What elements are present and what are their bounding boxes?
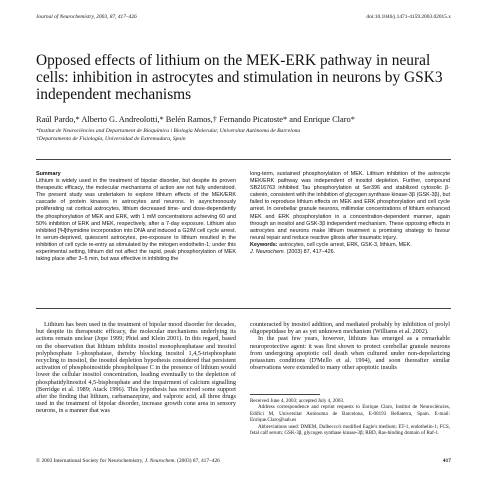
body-paragraph: Lithium has been used in the treatment of bipolar mood disorder for decades, but despite its therapeutic efficacy, the molecular mechanisms underlying its actions remain unclear (Jope 1999; Phiel and Klein 2001). In this regard, based on the observation that lithium inhibits inositol monophosphatase and inositol polyphosphate 1-phosphatase, thereby blocking inositol 1,4,5-trisphosphate recycling to inositol, the inositol depletion hypothesis considered that persistent activation of phosphoinositide phospholipase C in the presence of lithium would lower the cellular inositol concentration, leading eventually to the depletion of phosphatidylinositol 4,5-bisphosphate and the impairment of calcium signalling (Berridge et al. 1989; Atack 1996). This hypothesis has received some support after the finding that lithium, carbamazepine, and valproic acid, all three drugs used in the treatment of bipolar disorder, increase growth cone area in sensory neurons, in a manner that was [36,321,236,415]
doi-text: doi:10.1046/j.1471-4159.2003.02015.x [366,14,451,20]
abstract-column-right [250,171,450,256]
page-footer [36,458,451,468]
received-dates: Received June 4, 2003; accepted July 4, 2003. [250,398,345,404]
running-head [36,14,451,24]
article-title: Opposed effects of lithium on the MEK-ERK pathway in neural cells: inhibition in astrocytes and stimulation in neurons by GSK3 independent mechanisms [36,52,443,103]
abstract-text-left: Lithium is widely used in the treatment of bipolar disorder, but despite its proven therapeutic efficacy, the molecular mechanisms of action are not fully understood. The present study was undertaken to explore lithium effects of the MEK/ERK cascade of protein kinases in astrocytes and neurons. In asynchronously proliferating rat cortical astrocytes, lithium decreased time- and dose-dependently the phosphorylation of MEK and ERK, with 1 mM concentrations achieving 60 and 50% inhibition of ERK and MEK, respectively, after a 7-day exposure. Lithium also inhibited [³H]thymidine incorporation into DNA and induced a G2/M cell cycle arrest. In serum-deprived, quiescent astrocytes, pre-exposure to lithium resulted in the inhibition of cell cycle re-entry as stimulated by the mitogen endothelin-1; under this experimental setting, lithium did not affect the rapid, peak phosphorylation of MEK taking place after 3–5 min, but was effective in inhibiting the [36,178,236,263]
abstract-column-left [36,171,236,263]
copyright-prefix: © 2003 International Society for Neurochemistry, [36,458,144,464]
footnotes [250,394,450,436]
abstract-text-right: long-term, sustained phosphorylation of MEK. Lithium inhibition of the astrocyte MEK/ERK pathway was independent of inositol depletion. Further, compound SB216763 inhibited Tau phosphorylation at Ser396 and stabilized cytosolic β-catenin, consistent with the inhibition of glycogen synthase kinase-3β (GSK-3β), but failed to reproduce lithium effects on MEK and ERK phosphorylation and cell cycle arrest. In cerebellar granule neurons, millimolar concentrations of lithium enhanced MEK and ERK phosphorylation in a concentration-dependent manner, again through an inositol and GSK-3β independent mechanism. These opposing effects in astrocytes and neurons make lithium treatment a promising strategy to favour neural repair and reduce reactive gliosis after traumatic injury. [250,171,450,241]
body-paragraph: counteracted by inositol addition, and mediated probably by inhibition of prolyl oligopeptidase by an as yet unknown mechanism (Williams et al. 2002). [250,321,450,336]
page-number: 417 [442,458,451,464]
abbreviations-note: Abbreviations used: DMEM, Dulbecco's modified Eagle's medium; ET-1, endothelin-1; FCS, fetal calf serum; GSK-3β, glycogen synthase kinase-3β; RBD, Ras-binding domain of Raf-1. [250,423,450,437]
body-column-right [250,321,450,371]
copyright-suffix: (2003) 87, 417–426 [177,458,220,464]
abstract-citation [250,249,450,256]
footnote-rule [250,394,320,395]
author-list: Raúl Pardo,* Alberto G. Andreolotti,* Belén Ramos,† Fernando Picatoste* and Enrique Claro* [36,115,355,124]
divider-rule [36,308,451,309]
citation-journal: J. Neurochem. [250,249,286,256]
correspondence-note: Address correspondence and reprint requests to Enrique Claro, Institut de Neurociències, Edifici M, Universitat Autònoma de Barcelona, E-08193 Bellaterra, Spain. E-mail: Enrique.Claro@uab.es [250,404,450,424]
keywords-label: Keywords: [250,241,278,248]
body-paragraph: In the past few years, however, lithium has emerged as a remarkable neuroprotective agent: it was first shown to protect cerebellar granule neurons from undergoing apoptotic cell death when cultured under non-depolarizing potassium conditions (D'Mello et al. 1994), and soon thereafter similar observations were extended to many other apoptotic insults [250,335,450,372]
citation-details: (2003) 87, 417–426. [286,249,336,256]
abstract-heading: Summary [36,171,61,177]
affiliations [36,127,456,143]
keywords-line [250,242,450,249]
affiliation-1: *Institut de Neurociències and Departament de Bioquímica i Biologia Molecular, Universitat Autònoma de Barcelona [36,128,301,134]
affiliation-2: †Departamento de Fisiología, Universidad de Extremadura, Spain [36,136,186,142]
journal-running-title: Journal of Neurochemistry, 2003, 87, 417–426 [36,14,137,20]
divider-rule [36,159,451,160]
copyright-journal: J. Neurochem. [144,458,176,464]
body-column-left [36,321,236,415]
keywords-text: astrocytes, cell cycle arrest, ERK, GSK-3, lithium, MEK. [279,241,412,248]
